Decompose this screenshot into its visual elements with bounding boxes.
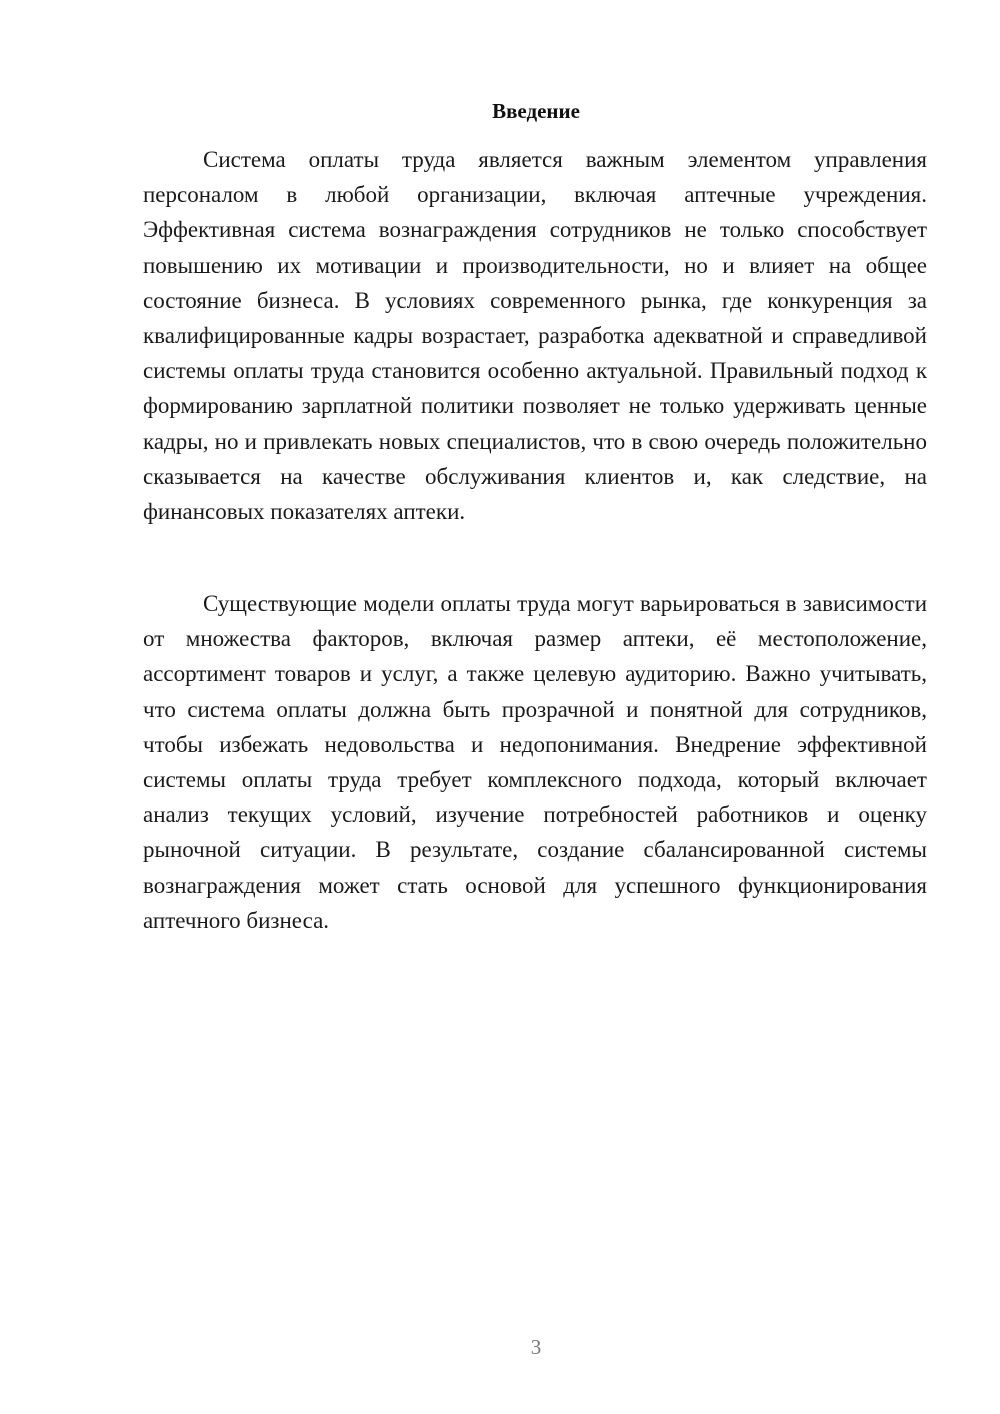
page-number: 3 (530, 1335, 542, 1359)
paragraph-2: Существующие модели оплаты труда могут варьироваться в зависимости от множества факторов, включая размер аптеки, её местоположение, ассортимент товаров и услуг, а также целевую аудиторию. Важно учитывать, что система оплаты должна быть прозрачной и понятной для сотрудников, чтобы избежать недовольства и недопонимания. Внедрение эффективной системы оплаты труда требует комплексного подхода, который включает анализ текущих условий, изучение потребностей работников и оценку рыночной ситуации. В результате, создание сбалансированной системы вознаграждения может стать основой для успешного функционирования аптечного бизнеса. (143, 591, 927, 933)
paragraph-1: Система оплаты труда является важным элементом управления персоналом в любой организации, включая аптечные учреждения. Эффективная система вознаграждения сотрудников не только способствует повышению их мотивации и производительности, но и влияет на общее состояние бизнеса. В условиях современного рынка, где конкуренция за квалифицированные кадры возрастает, разработка адекватной и справедливой системы оплаты труда становится особенно актуальной. Правильный подход к формированию зарплатной политики позволяет не только удерживать ценные кадры, но и привлекать новых специалистов, что в свою очередь положительно сказывается на качестве обслуживания клиентов и, как следствие, на финансовых показателях аптеки. (143, 147, 927, 525)
section-heading: Введение (492, 99, 580, 123)
